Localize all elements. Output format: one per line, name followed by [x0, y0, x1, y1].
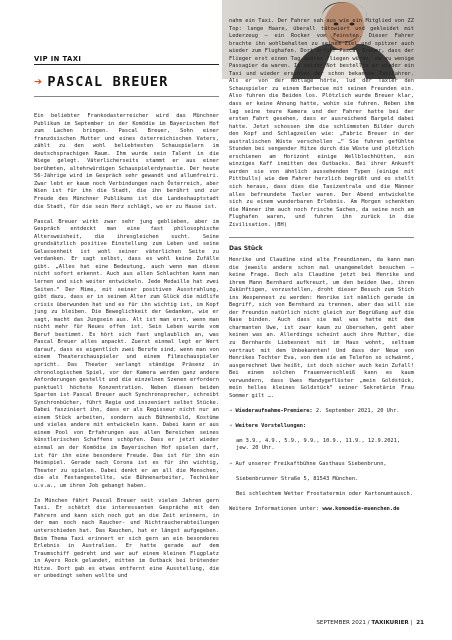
right-column — [229, 18, 414, 513]
title-arrow-icon: ➔ — [34, 74, 44, 90]
website-link[interactable]: www.komoedie-muenchen.de — [322, 505, 400, 512]
title-rule — [34, 96, 219, 97]
weitere-dates: am 3.9., 4.9., 5.9., 9.9., 10.9., 11.9., 12.9.2021, jew. 20 Uhr. — [236, 437, 401, 452]
arrow-icon: ➔ — [229, 422, 233, 429]
body-paragraph: nahm ein Taxi. Der Fahrer sah aus wie ein Mitglied von ZZ Top: lange Haare, überall tätowiert und gekleidet mit Lederzeug – ein Rocker vom Feinsten. Dieser Fahrer brachte ihn wohlbehalten zu seinem Ziel und spitzer auch wieder zum Flughafen. Dort erfuhr Pascal Breuer, dass der Flieger erst einen Tag später fliegen würde, da zu wenige Passagier da waren. In seiner Not bestellte er wieder ein Taxi und wieder erschien der schon bekannte Taxifahrer. Als er von der Notlage hörte, lud der Taxler den Schauspieler zu einem Barbecue mit seinen Freunden ein. Also fuhren die Beiden los. Plötzlich wurde Breuer klar, dass er keine Ahnung hatte, wohin sie fuhren. Neben ihm lag seine teure Kamera und der Fahrer hatte bei der ersten Fahrt gesehen, dass er ausreichend Bargeld dabei hatte. Jetzt schossen ihm die schlimmsten Bilder durch den Kopf und Schlagzeilen wie: „Fabric Breuer in der australischen Wüste verschollen …“ Sie fuhren gefühlte Stunden bei sengender Hitze durch die Wüste und plötzlich erschienen am Horizont einige Wellblechhütten, ein winziges Kaff inmitten des Outbacks. Bei ihrer Ankunft wurden sie von ähnlich aussehenden Typen (einige mit Pittbulls) wie dem Fahrer herzlich begrüßt und es stellt sich heraus, dass dies die Taxizentrale und die Männer alles befreundete Taxler waren. Der Abend entwickelte sich zu einem wunderbaren Erlebnis. Am Morgen schenkten die Männer ihm auch noch frische Sachen, da seine noch am Flughafen waren, und fuhren ihn zurück in die Zivilisation. (BH) — [229, 18, 414, 228]
arrow-icon: ➔ — [229, 407, 233, 414]
stueck-paragraph: Henrike und Claudine sind alte Freundinnen, da kann man die jeweils andere schon mal unangemeldet besuchen – keine Frage. Doch als Claudine jetzt bei Henrike und ihrem Mann Bernhard aufkreuzt, um den beiden Uwe, ihren Zukünftigen, vorzustellen, droht dieser Besuch zum Stich ins Wespennest zu werden: Henrike ist nämlich gerade im Begriff, sich von Bernhard zu trennen, aber das will sie der Freundin natürlich nicht gleich zur Begrüßung auf die Nase binden. Auch dass sie mal was hatte mit dem charmanten Uwe, ist zwar kaum zu übersehen, geht aber keinen was an. Allerdings scheint auch ihre Mutter, die zu Bernhards Liebesnest mit im Haus wohnt, seltsam vertraut mit dem Unbekannten! Und dass der Neue von Henrikes Tochter Eva, von dem sie am Telefon so schwärmt, ausgerechnet Uwe heißt, ist doch sicher auch kein Zufall! Bei einem solchen Frauenverschleiß kann es kaum verwundern, dass Uwes Handygeflüster „mein Goldstück, mein helles kleines Goldstück“ seiner Sekretärin Frau Sommer gilt …. — [229, 256, 414, 399]
left-column — [34, 113, 219, 581]
more-info: Weitere Informationen unter: www.komoedie-muenchen.de — [229, 505, 400, 512]
title-text: PASCAL BREUER — [47, 74, 169, 90]
body-paragraph: Pascal Breuer wirkt zwar sehr jung geblieben, aber im Gespräch entdeckt man eine fast philosophische Altersweisheit, die ihresgleichen sucht. Seine grundsätzlich positive Einstellung zum Leben und seine Gelassenheit ist wohl seiner väterlichen Seite zu verdanken. Er sagt selbst, dass es wohl keine Zufälle gibt. „Alles hat eine Bedeutung, auch wenn man diese nicht sofort erkennt. Auch aus allen Schlachten kann man lernen und sich weiter entwickeln. Jede Medaille hat zwei Seiten.“ Der Mime, mit seiner positiven Ausstrahlung, gibt dazu, dass er in seinem Alter zum Glück die midlife crisis überwunden hat und es für ihn wichtig ist, im Kopf jung zu bleiben. Die Beweglichkeit der Gedanken, wie er sagt, macht das Jungsein aus. Alt ist man erst, wenn man nicht mehr für Neues offen ist. Sein Leben wurde vom Beruf bestimmt. Es hört sich fast unglaublich an, was Pascal Breuer alles anpackt. Zuerst einmal legt er Wert darauf, dass es eigentlich zwei Berufe sind, wenn man von einem Theaterschauspieler und einem Filmschauspieler spricht. Das Theater verlangt ständige Präsenz in chronologischem Spiel, vor der Kamera werden ganz andere Anforderungen gestellt und die einzelnen Szenen erfordern punktuell höchste Konzentration. Neben diesen beiden Sparten ist Pascal Breuer auch Synchronsprecher, schreibt Synchronbücher, führt Regie und inszeniert selbst Stücke. Dabei fasziniert ihn, dass er als Regisseur nicht nur an einem Stück arbeiten, sondern auch Bühnenbild, Kostüme und vieles andere mit entwickeln kann. Dabei kann er aus einem Pool von Erfahrungen aus allen Bereichen seines künstlerischen Schaffens schöpfen. Dass er jetzt wieder einmal an der Komödie im Bayerischen Hof spielen darf, ist für ihn eine besondere Freude. Das ist für ihn ein Heimspiel. Gerade nach Corona ist es für ihn wichtig, Theater zu spielen. Dabei denkt er an all die Menschen, die als Festangestellte, wie Bühnenarbeiter, Techniker u.v.a., um ihren Job gebangt haben. — [34, 218, 219, 489]
footer-bar: | — [410, 620, 413, 626]
event-info — [229, 408, 414, 513]
section-divider — [229, 237, 414, 238]
magazine-name: TAXIKURIER — [371, 620, 409, 626]
photo-credit: Jochen Hulin — [446, 8, 451, 40]
venue-address: Siebenbrunner Straße 5, 81543 München. — [236, 475, 359, 482]
page-footer — [316, 620, 424, 626]
venue-line: ➔ Auf unserer Freikaftbühne Gasthaus Siebenbrunn, — [229, 460, 387, 467]
body-paragraph: In München fährt Pascal Breuer seit vielen Jahren gern Taxi. Er schätzt die interessanten Gespräche mit den Fahrern und kann sich noch gut an die Zeit erinnern, in der man noch nach Raucher- und Nichtraucherabteilungen unterschieden hat. Das Rauchen, hat er längst aufgegeben. Beim Thema Taxi erinnert er sich gern an ein besonderes Erlebnis in Australien. Er hatte gerade auf dem Traumschiff gedreht und war auf einem kleinen Flugplatz in Ayers Rock gelandet, mitten im Outback bei brütender Hitze. Dort gab es etwas entfernt eine Ausstellung, die er unbedingt sehen wollte und — [34, 497, 219, 580]
arrow-icon: ➔ — [229, 460, 233, 467]
footer-slash: / — [367, 620, 370, 626]
top-rule — [34, 64, 219, 65]
subheading: Das Stück — [229, 245, 263, 253]
body-paragraph: Ein beliebter Frankodasterreicher wird das Münchner Publikum im September in der Komödie im Bayerischen Hof zum Lachen bringen. Pascal Breuer, Sohn einer französischen Mutter und eines österreichischen Vaters, zählt zu den wohl beliebtesten Schauspielern im deutschsprachigen Raum. Ihm wurde sein Talent in die Wiege gelegt. Väterlicherseits stammt er aus einer berühmten, altehrwürdigen Schauspielerdynastie. Der heute 56-Jährige wird im Gespräch sehr gewandt und allumfreiri. Zwar lebt er kaum noch Verbindungen nach Österreich, aber Wien ist für ihn die Stadt, die ihn berührt und zur Freude des Münchner Publikums ist die Landeshauptstadt die Stadt, für die sein Herz schlägt, wo er zu Hause ist. — [34, 113, 219, 210]
weitere-line: ➔ Weitere Vorstellungen: — [229, 422, 307, 429]
issue-date: SEPTEMBER 2021 — [316, 620, 366, 626]
section-label: VIP IN TAXI — [34, 55, 82, 63]
article-title — [34, 74, 169, 90]
page-number: 21 — [416, 620, 424, 626]
premiere-line: ➔ Wiederaufnahme-Premiere: 2. September 2021, 20 Uhr. — [229, 407, 400, 414]
venue-weather-note: Bei schlechtem Wetter Frostatermin oder Kartonumtausch. — [236, 490, 413, 497]
